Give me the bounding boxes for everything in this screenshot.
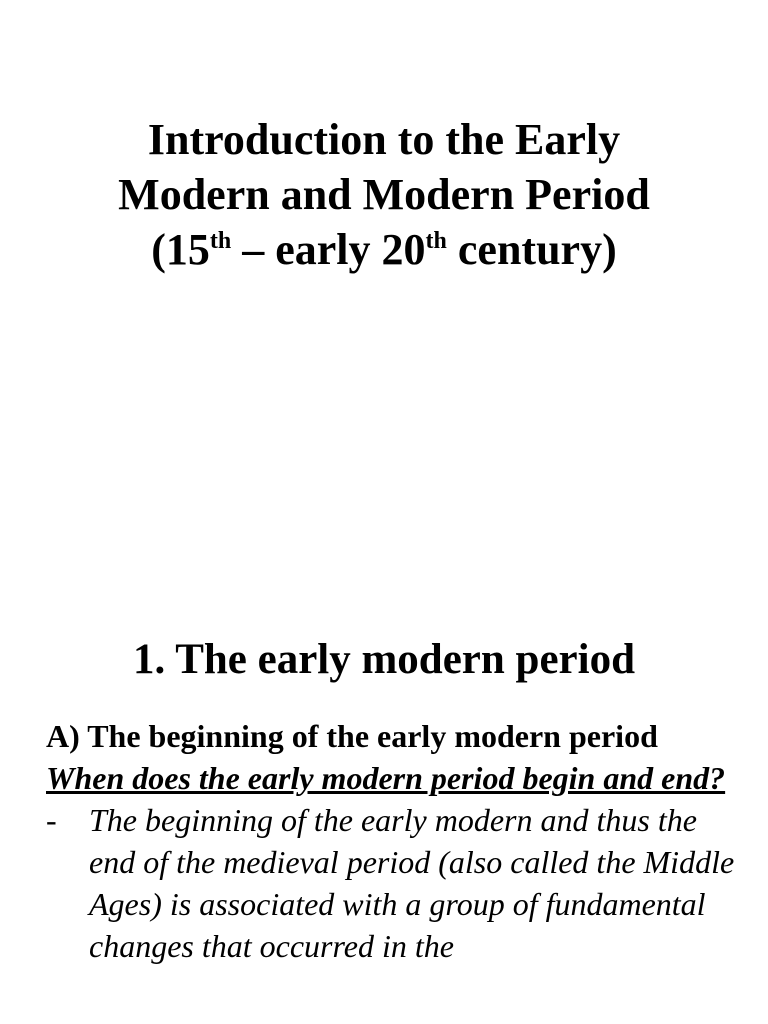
title-line-3	[0, 222, 768, 277]
bullet-item	[46, 799, 746, 967]
document-body	[46, 715, 746, 967]
bullet-text: The beginning of the early modern and thus the end of the medieval period (also called the Middle Ages) is associated with a group of fundamental changes that occurred in the	[89, 802, 735, 964]
title-line-1: Introduction to the Early	[147, 115, 621, 164]
bullet-marker: -	[46, 802, 57, 838]
title-superscript-2: th	[425, 228, 447, 254]
subheading: A) The beginning of the early modern period	[46, 718, 658, 754]
document-title	[0, 112, 768, 277]
title-line-2: Modern and Modern Period	[118, 170, 650, 219]
title-middle: – early 20	[231, 225, 426, 274]
title-superscript-1: th	[209, 228, 232, 254]
section-heading: 1. The early modern period	[132, 636, 636, 683]
title-open-paren: (15	[151, 225, 210, 274]
title-close: century)	[446, 225, 617, 274]
question: When does the early modern period begin and end?	[46, 760, 726, 796]
